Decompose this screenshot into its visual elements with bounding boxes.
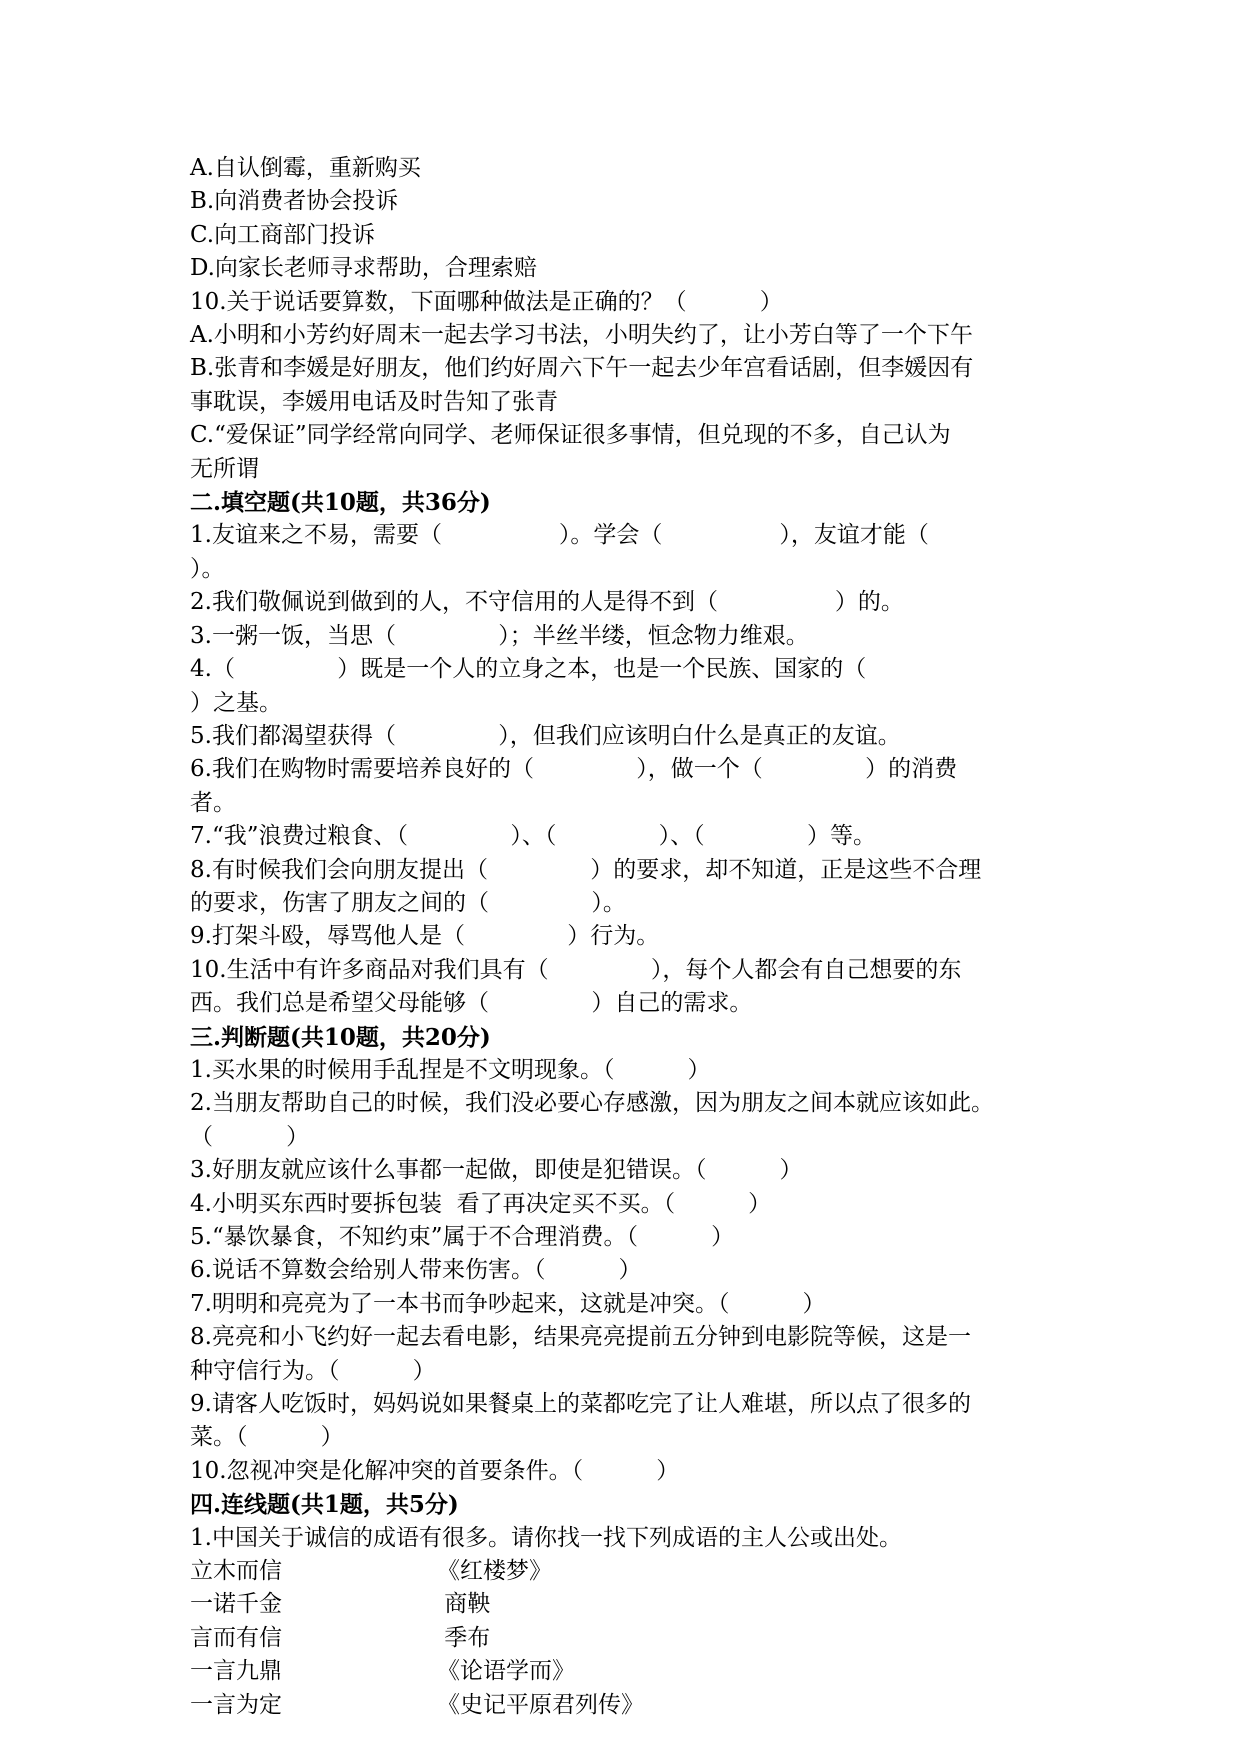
question-line: 5.我们都渴望获得（ ），但我们应该明白什么是真正的友谊。	[190, 722, 901, 749]
exam-page	[190, 152, 1070, 1722]
question-9-options	[190, 152, 1070, 286]
option-b: B.张青和李媛是好朋友，他们约好周六下午一起去少年宫看话剧，但李媛因有	[190, 355, 974, 382]
option-b-continued: 事耽误，李媛用电话及时告知了张青	[190, 388, 558, 415]
idiom: 言而有信	[190, 1624, 282, 1651]
section-true-false	[190, 1021, 1070, 1489]
question-line: 10.生活中有许多商品对我们具有（ ），每个人都会有自己想要的东	[190, 956, 962, 983]
question-line: 9.打架斗殴，辱骂他人是（ ）行为。	[190, 923, 660, 950]
question-line: 5.“暴饮暴食，不知约束”属于不合理消费。（ ）	[190, 1224, 735, 1250]
option-a: A.小明和小芳约好周末一起去学习书法，小明失约了，让小芳白等了一个下午	[190, 322, 973, 349]
match-pair	[190, 1622, 1070, 1655]
question-line: 4.小明买东西时要拆包装 看了再决定买不买。（ ）	[190, 1190, 772, 1217]
match-pair	[190, 1689, 1070, 1722]
question-line: 8.有时候我们会向朋友提出（ ）的要求，却不知道，正是这些不合理	[190, 856, 982, 883]
question-line: 3.好朋友就应该什么事都一起做，即使是犯错误。（ ）	[190, 1157, 803, 1184]
section-heading: 二.填空题(共10题，共36分)	[190, 489, 491, 517]
question-line: 7.“我”浪费过粮食、（ ）、（ ）、（ ）等。	[190, 823, 877, 850]
question-line: 6.说话不算数会给别人带来伤害。（ ）	[190, 1257, 642, 1284]
section-heading: 三.判断题(共10题，共20分)	[190, 1023, 491, 1051]
section-fill-in-blank	[190, 486, 1070, 1021]
question-line: 9.请客人吃饭时，妈妈说如果餐桌上的菜都吃完了让人难堪，所以点了很多的	[190, 1391, 971, 1418]
source: 《史记平原君列传》	[437, 1691, 644, 1718]
question-line: 8.亮亮和小飞约好一起去看电影，结果亮亮提前五分钟到电影院等候，这是一	[190, 1324, 971, 1351]
question-line: 种守信行为。（ ）	[190, 1357, 436, 1384]
source: 商鞅	[437, 1591, 491, 1618]
question-line: 1.友谊来之不易，需要（ ）。学会（ ），友谊才能（	[190, 522, 929, 549]
option-c: C.“爱保证”同学经常向同学、老师保证很多事情，但兑现的不多，自己认为	[190, 422, 951, 449]
question-line: 2.当朋友帮助自己的时候，我们没必要心存感激，因为朋友之间本就应该如此。	[190, 1090, 994, 1117]
match-pair	[190, 1655, 1070, 1688]
section-matching	[190, 1488, 1070, 1722]
question-line: 3.一粥一饭，当思（ ）；半丝半缕，恒念物力维艰。	[190, 622, 809, 649]
option-d: D.向家长老师寻求帮助，合理索赔	[190, 255, 537, 282]
question-stem: 10.关于说话要算数，下面哪种做法是正确的？（ ）	[190, 288, 783, 315]
question-line: 7.明明和亮亮为了一本书而争吵起来，这就是冲突。（ ）	[190, 1290, 826, 1317]
option-b: B.向消费者协会投诉	[190, 188, 399, 215]
match-pair	[190, 1555, 1070, 1588]
question-line: 4.（ ）既是一个人的立身之本，也是一个民族、国家的（	[190, 656, 867, 683]
question-line: 10.忽视冲突是化解冲突的首要条件。（ ）	[190, 1457, 680, 1484]
question-line: 西。我们总是希望父母能够（ ）自己的需求。	[190, 990, 753, 1017]
match-pair	[190, 1588, 1070, 1621]
question-line: 的要求，伤害了朋友之间的（ ）。	[190, 889, 626, 916]
question-line: 6.我们在购物时需要培养良好的（ ），做一个（ ）的消费	[190, 756, 958, 783]
source: 《红楼梦》	[437, 1558, 552, 1585]
section-heading: 四.连线题(共1题，共5分)	[190, 1491, 459, 1519]
question-line: ）。	[190, 555, 225, 582]
idiom: 立木而信	[190, 1558, 282, 1585]
question-10	[190, 286, 1070, 486]
question-line: 1.中国关于诚信的成语有很多。请你找一找下列成语的主人公或出处。	[190, 1524, 902, 1551]
option-a: A.自认倒霉，重新购买	[190, 155, 421, 181]
question-line: ）之基。	[190, 689, 282, 716]
option-c: C.向工商部门投诉	[190, 221, 376, 248]
option-c-continued: 无所谓	[190, 455, 259, 482]
question-line: 2.我们敬佩说到做到的人，不守信用的人是得不到（ ）的。	[190, 589, 904, 616]
question-line: 者。	[190, 789, 236, 816]
question-line: 菜。（ ）	[190, 1424, 344, 1451]
source: 季布	[437, 1624, 491, 1651]
idiom: 一言为定	[190, 1691, 282, 1718]
question-line: 1.买水果的时候用手乱捏是不文明现象。（ ）	[190, 1056, 711, 1083]
idiom: 一言九鼎	[190, 1658, 282, 1685]
source: 《论语学而》	[437, 1658, 575, 1685]
question-line: （ ）	[190, 1123, 310, 1150]
idiom: 一诺千金	[190, 1591, 282, 1618]
